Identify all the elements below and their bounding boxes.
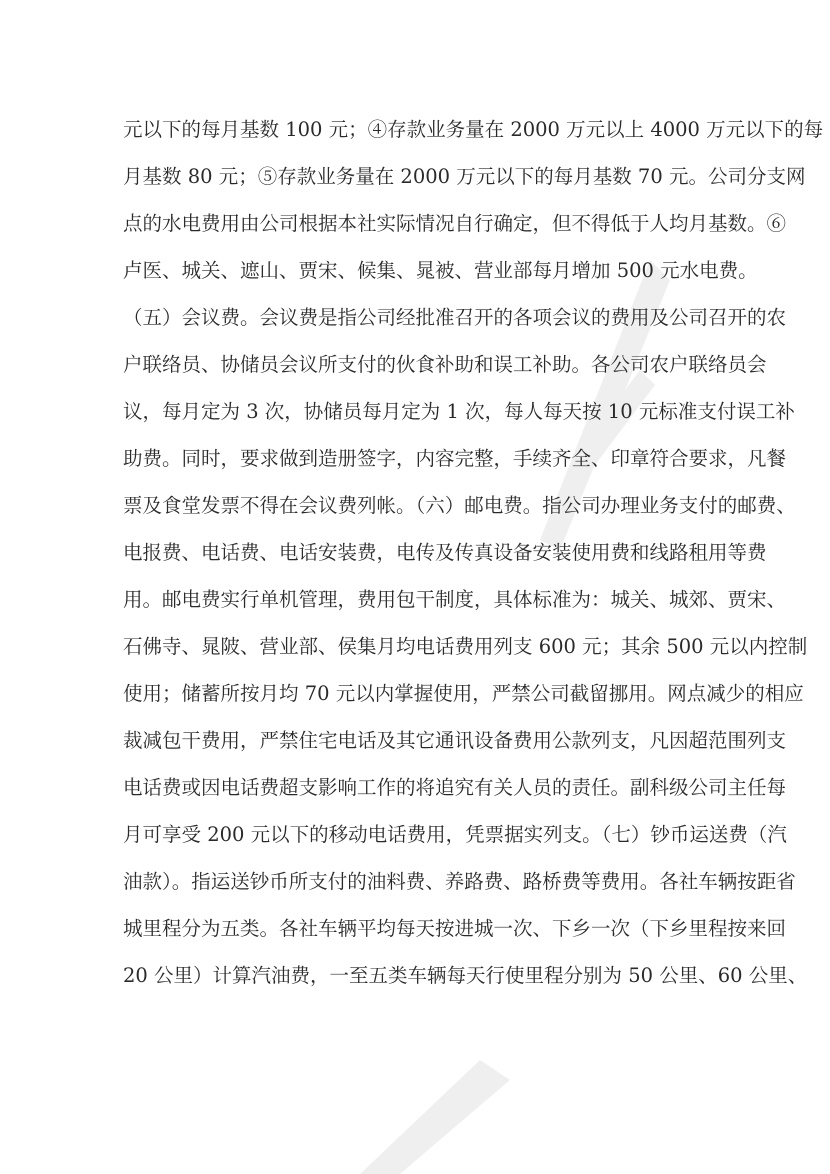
- text-line: 月基数 80 元；⑤存款业务量在 2000 万元以下的每月基数 70 元。公司分支网: [123, 165, 806, 188]
- text-line: 户联络员、协储员会议所支付的伙食补助和误工补助。各公司农户联络员会: [123, 353, 767, 376]
- watermark-logo-bottom: [360, 1060, 560, 1174]
- text-line: 20 公里）计算汽油费，一至五类车辆每天行使里程分别为 50 公里、60 公里、: [123, 964, 808, 987]
- text-line: 助费。同时，要求做到造册签字，内容完整，手续齐全、印章符合要求，凡餐: [123, 447, 787, 470]
- text-line: 城里程分为五类。各社车辆平均每天按进城一次、下乡一次（下乡里程按来回: [123, 917, 787, 940]
- text-line: （五）会议费。会议费是指公司经批准召开的各项会议的费用及公司召开的农: [123, 306, 787, 329]
- text-line: 石佛寺、晁陂、营业部、侯集月均电话费用列支 600 元；其余 500 元以内控制: [123, 635, 808, 658]
- text-line: 电话费或因电话费超支影响工作的将追究有关人员的责任。副科级公司主任每: [123, 776, 787, 799]
- text-line: 电报费、电话费、电话安装费，电传及传真设备安装使用费和线路租用等费: [123, 541, 767, 564]
- text-line: 月可享受 200 元以下的移动电话费用，凭票据实列支。（七）钞币运送费（汽: [123, 823, 787, 846]
- text-line: 卢医、城关、遮山、贾宋、候集、晁被、营业部每月增加 500 元水电费。: [123, 259, 758, 282]
- text-line: 元以下的每月基数 100 元；④存款业务量在 2000 万元以上 4000 万元以下的每: [123, 118, 824, 141]
- text-line: 票及食堂发票不得在会议费列帐。（六）邮电费。指公司办理业务支付的邮费、: [123, 494, 796, 517]
- text-line: 油款）。指运送钞币所支付的油料费、养路费、路桥费等费用。各社车辆按距省: [123, 870, 796, 893]
- text-line: 议，每月定为 3 次，协储员每月定为 1 次，每人每天按 10 元标准支付误工补: [123, 400, 795, 423]
- text-line: 用。邮电费实行单机管理，费用包干制度，具体标准为：城关、城郊、贾宋、: [123, 588, 787, 611]
- text-line: 裁减包干费用，严禁住宅电话及其它通讯设备费用公款列支，凡因超范围列支: [123, 729, 787, 752]
- text-line: 使用；储蓄所按月均 70 元以内掌握使用，严禁公司截留挪用。网点减少的相应: [123, 682, 804, 705]
- text-line: 点的水电费用由公司根据本社实际情况自行确定，但不得低于人均月基数。⑥: [123, 212, 787, 235]
